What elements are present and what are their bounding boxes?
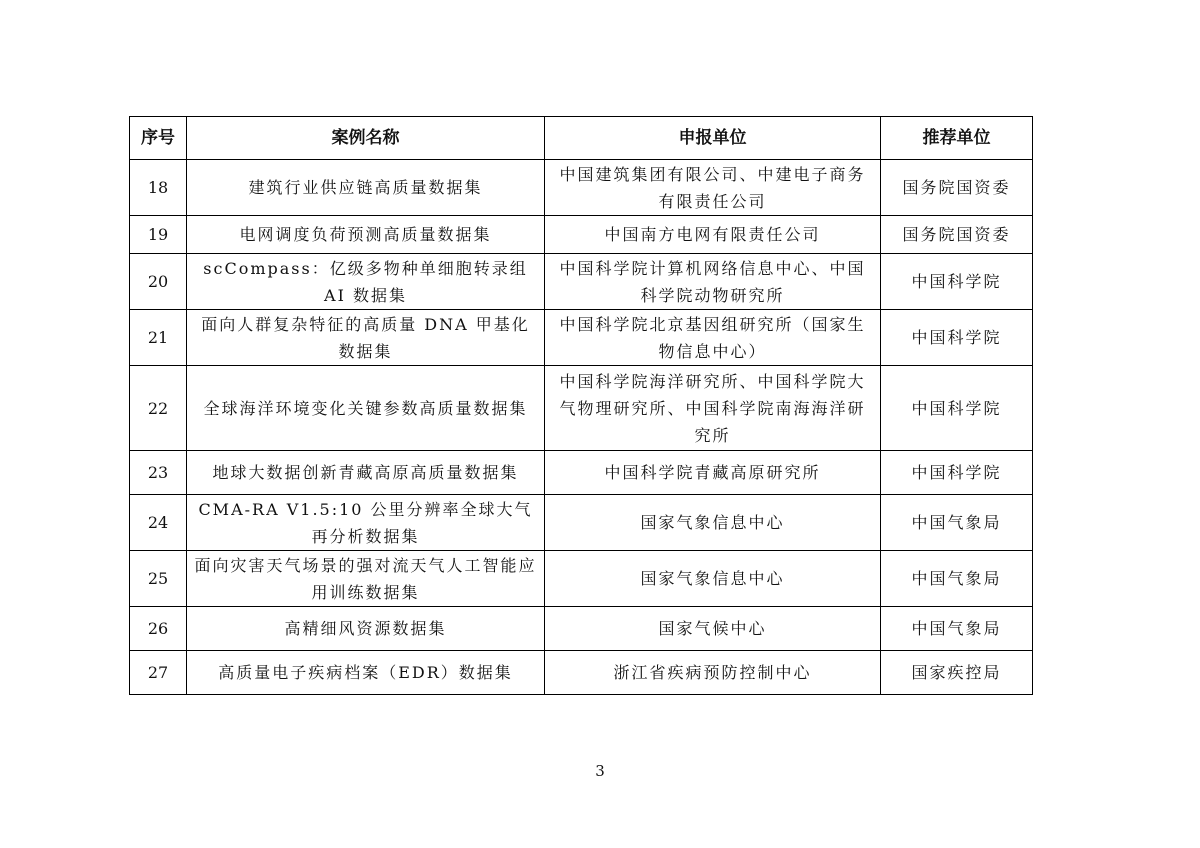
table-row (130, 366, 1033, 451)
applicant-unit: 中国科学院青藏高原研究所 (545, 451, 881, 495)
page-number: 3 (595, 762, 605, 780)
recommending-unit: 中国气象局 (881, 495, 1033, 551)
case-name: 面向灾害天气场景的强对流天气人工智能应用训练数据集 (187, 551, 545, 607)
recommending-unit: 国务院国资委 (881, 216, 1033, 254)
case-name: 地球大数据创新青藏高原高质量数据集 (187, 451, 545, 495)
table-row (130, 160, 1033, 216)
case-name: 建筑行业供应链高质量数据集 (187, 160, 545, 216)
case-name: 面向人群复杂特征的高质量 DNA 甲基化数据集 (187, 310, 545, 366)
row-number: 19 (130, 216, 187, 254)
applicant-unit: 国家气候中心 (545, 607, 881, 651)
table-row (130, 451, 1033, 495)
case-name: CMA-RA V1.5:10 公里分辨率全球大气再分析数据集 (187, 495, 545, 551)
recommending-unit: 国家疾控局 (881, 651, 1033, 695)
table-row (130, 651, 1033, 695)
header-applicant-unit: 申报单位 (545, 117, 881, 160)
applicant-unit: 中国科学院计算机网络信息中心、中国科学院动物研究所 (545, 254, 881, 310)
recommending-unit: 国务院国资委 (881, 160, 1033, 216)
applicant-unit: 国家气象信息中心 (545, 551, 881, 607)
row-number: 26 (130, 607, 187, 651)
row-number: 22 (130, 366, 187, 451)
row-number: 27 (130, 651, 187, 695)
table-row (130, 495, 1033, 551)
row-number: 18 (130, 160, 187, 216)
recommending-unit: 中国气象局 (881, 607, 1033, 651)
recommending-unit: 中国科学院 (881, 310, 1033, 366)
applicant-unit: 国家气象信息中心 (545, 495, 881, 551)
recommending-unit: 中国科学院 (881, 451, 1033, 495)
applicant-unit: 浙江省疾病预防控制中心 (545, 651, 881, 695)
case-table (129, 116, 1033, 695)
row-number: 23 (130, 451, 187, 495)
table-header-row (130, 117, 1033, 160)
case-name: 高质量电子疾病档案（EDR）数据集 (187, 651, 545, 695)
table-row (130, 310, 1033, 366)
table-row (130, 254, 1033, 310)
recommending-unit: 中国科学院 (881, 366, 1033, 451)
header-case-name: 案例名称 (187, 117, 545, 160)
case-name: 全球海洋环境变化关键参数高质量数据集 (187, 366, 545, 451)
table-row (130, 216, 1033, 254)
applicant-unit: 中国建筑集团有限公司、中建电子商务有限责任公司 (545, 160, 881, 216)
table-row (130, 607, 1033, 651)
applicant-unit: 中国科学院海洋研究所、中国科学院大气物理研究所、中国科学院南海海洋研究所 (545, 366, 881, 451)
header-serial-number: 序号 (130, 117, 187, 160)
case-name: scCompass：亿级多物种单细胞转录组 AI 数据集 (187, 254, 545, 310)
row-number: 24 (130, 495, 187, 551)
recommending-unit: 中国科学院 (881, 254, 1033, 310)
case-name: 电网调度负荷预测高质量数据集 (187, 216, 545, 254)
case-name: 高精细风资源数据集 (187, 607, 545, 651)
recommending-unit: 中国气象局 (881, 551, 1033, 607)
header-recommending-unit: 推荐单位 (881, 117, 1033, 160)
row-number: 21 (130, 310, 187, 366)
applicant-unit: 中国南方电网有限责任公司 (545, 216, 881, 254)
table-row (130, 551, 1033, 607)
row-number: 20 (130, 254, 187, 310)
row-number: 25 (130, 551, 187, 607)
applicant-unit: 中国科学院北京基因组研究所（国家生物信息中心） (545, 310, 881, 366)
